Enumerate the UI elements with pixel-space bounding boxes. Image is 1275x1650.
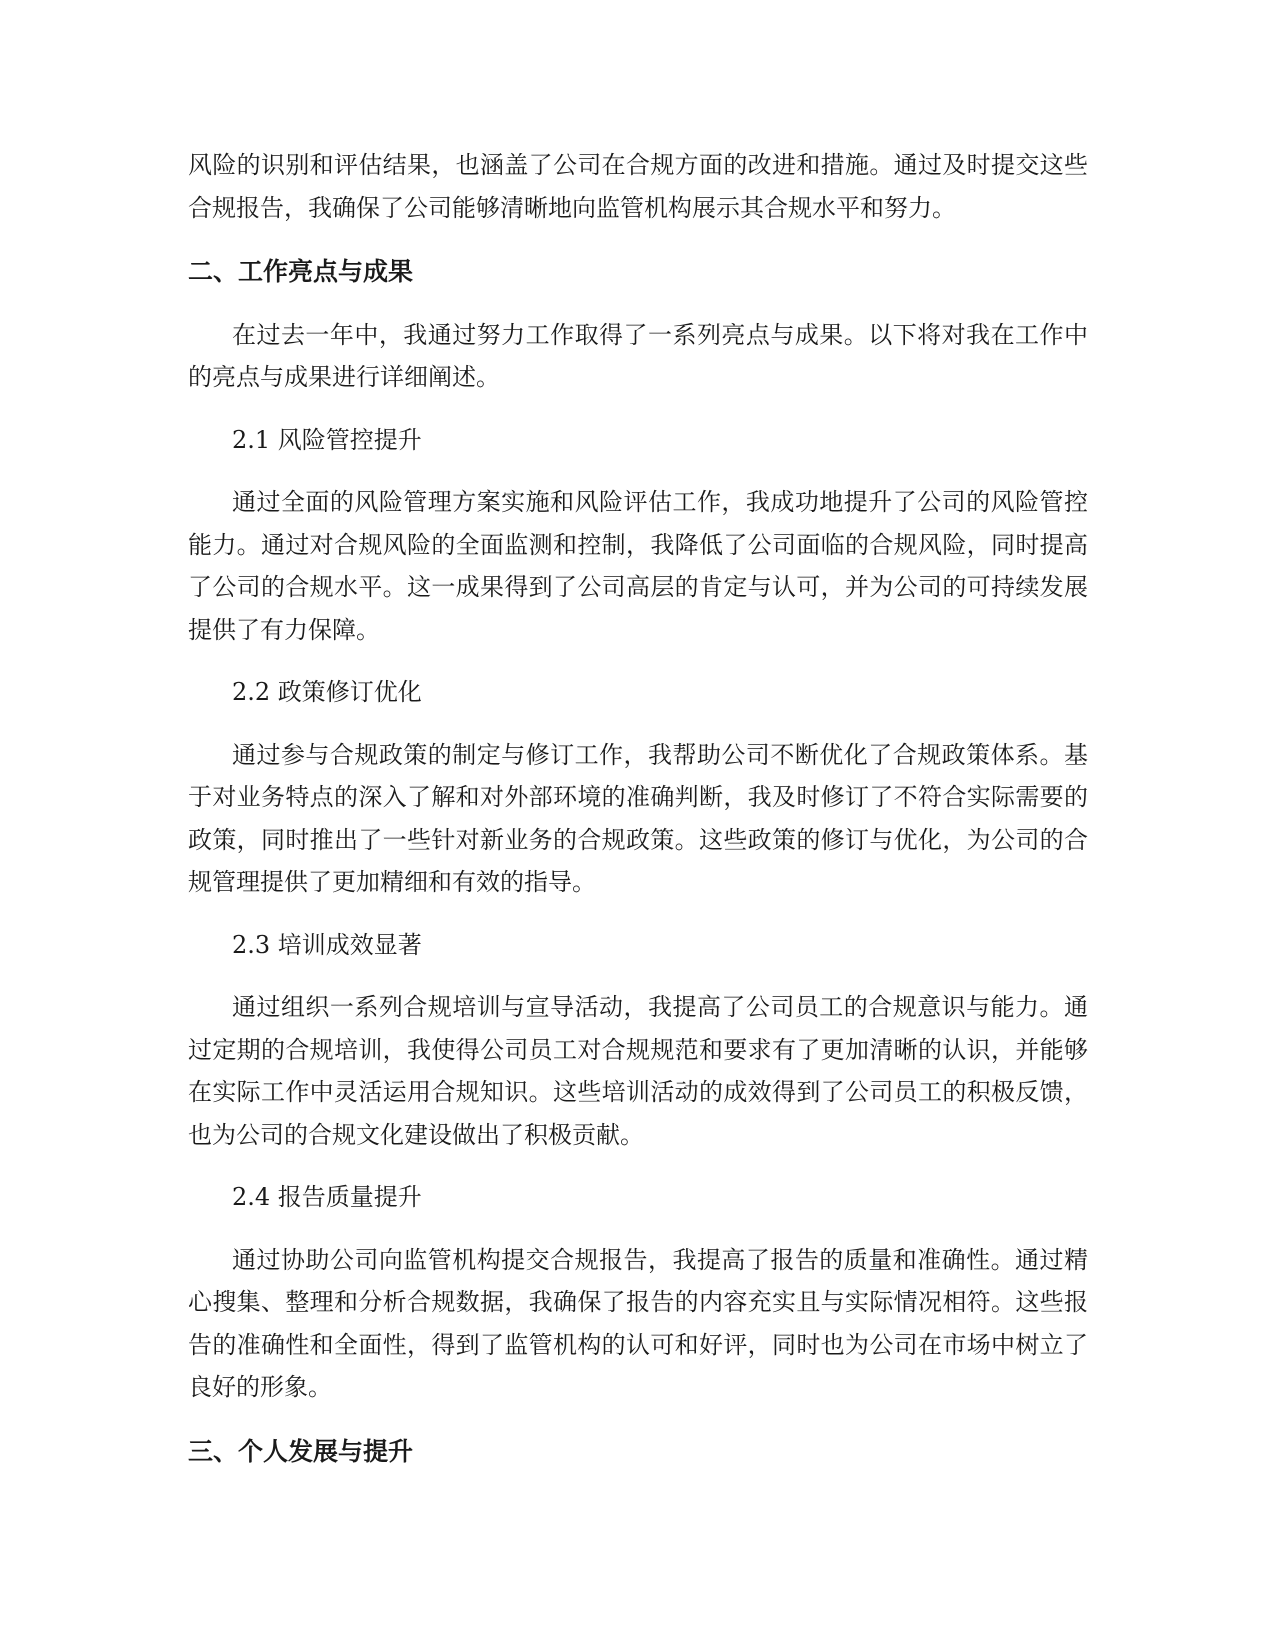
- document-body: [188, 144, 1088, 1473]
- subheading-2-2: 2.2 政策修订优化: [232, 678, 422, 706]
- section-heading-2: 二、工作亮点与成果: [188, 257, 414, 286]
- paragraph-2-4: 通过协助公司向监管机构提交合规报告，我提高了报告的质量和准确性。通过精心搜集、整理和分析合规数据，我确保了报告的内容充实且与实际情况相符。这些报告的准确性和全面性，得到了监管机构的认可和好评，同时也为公司在市场中树立了良好的形象。: [188, 1245, 1088, 1401]
- paragraph-2-2: 通过参与合规政策的制定与修订工作，我帮助公司不断优化了合规政策体系。基于对业务特点的深入了解和对外部环境的准确判断，我及时修订了不符合实际需要的政策，同时推出了一些针对新业务的合规政策。这些政策的修订与优化，为公司的合规管理提供了更加精细和有效的指导。: [188, 740, 1088, 896]
- section-heading-3: 三、个人发展与提升: [188, 1436, 414, 1466]
- subheading-2-1: 2.1 风险管控提升: [232, 425, 422, 454]
- subheading-2-3: 2.3 培训成效显著: [232, 930, 422, 959]
- intro-paragraph: 风险的识别和评估结果，也涵盖了公司在合规方面的改进和措施。通过及时提交这些合规报告，我确保了公司能够清晰地向监管机构展示其合规水平和努力。: [188, 151, 1088, 222]
- paragraph-2-1: 通过全面的风险管理方案实施和风险评估工作，我成功地提升了公司的风险管控能力。通过对合规风险的全面监测和控制，我降低了公司面临的合规风险，同时提高了公司的合规水平。这一成果得到了公司高层的肯定与认可，并为公司的可持续发展提供了有力保障。: [188, 488, 1088, 644]
- paragraph-2-3: 通过组织一系列合规培训与宣导活动，我提高了公司员工的合规意识与能力。通过定期的合规培训，我使得公司员工对合规规范和要求有了更加清晰的认识，并能够在实际工作中灵活运用合规知识。这些培训活动的成效得到了公司员工的积极反馈，也为公司的合规文化建设做出了积极贡献。: [188, 993, 1088, 1149]
- subheading-2-4: 2.4 报告质量提升: [232, 1183, 422, 1211]
- section-2-intro: 在过去一年中，我通过努力工作取得了一系列亮点与成果。以下将对我在工作中的亮点与成果进行详细阐述。: [188, 320, 1088, 391]
